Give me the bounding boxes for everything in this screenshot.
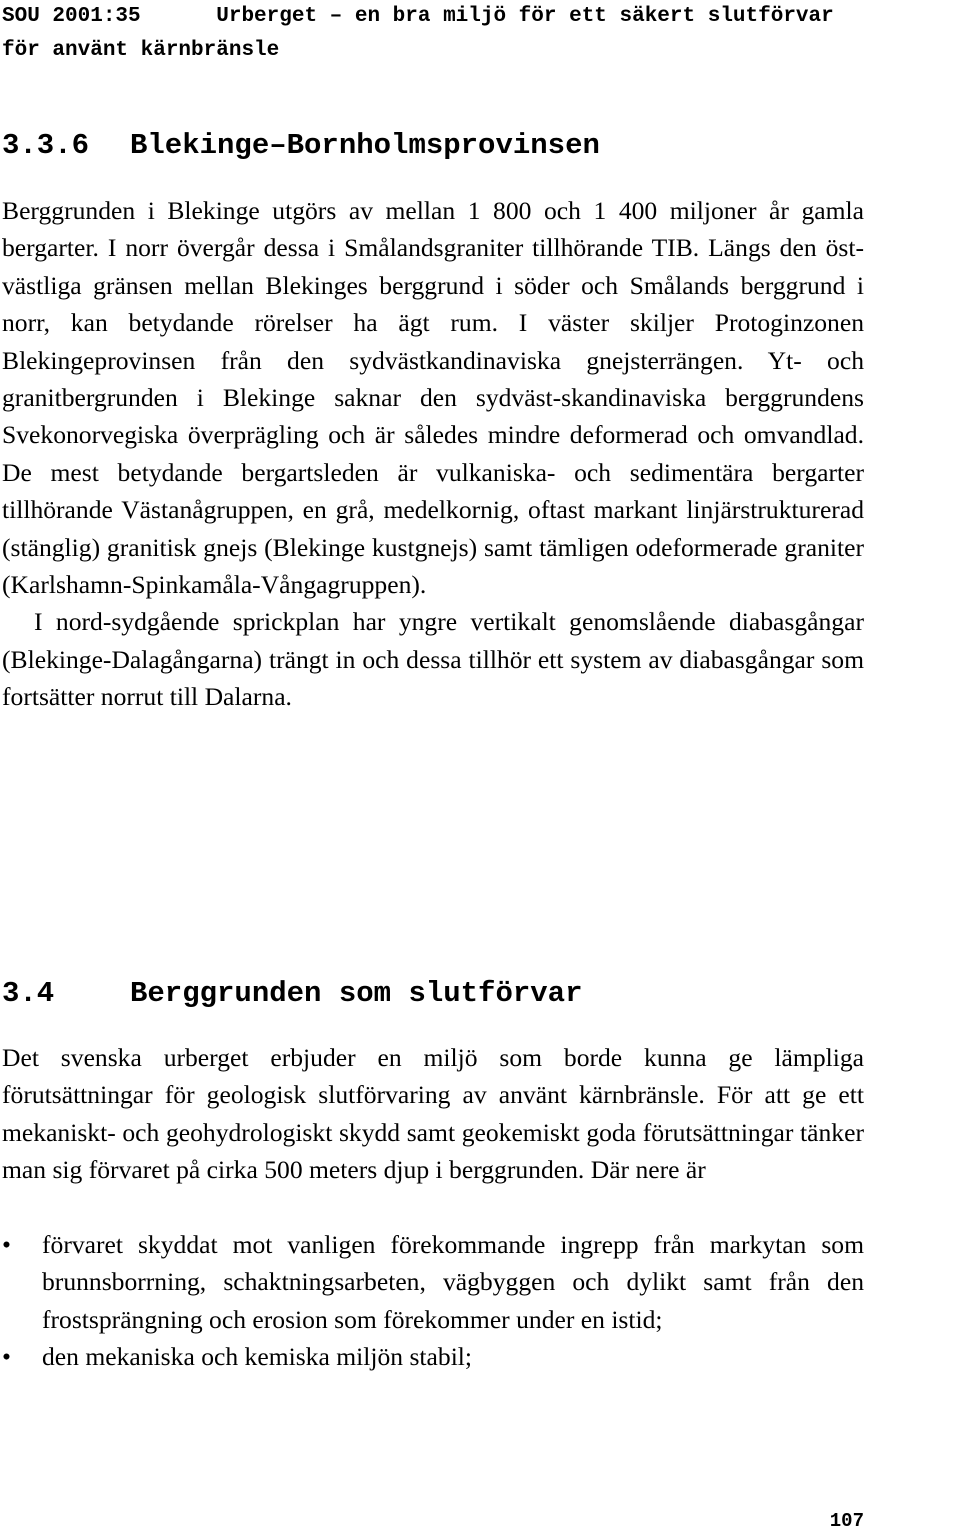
paragraph: Det svenska urberget erbjuder en miljö som borde kunna ge lämpliga förutsättningar för geologisk slutförvaring av använt kärnbränsle. För att ge ett mekaniskt- och geohydrologiskt skydd samt geokemiskt goda förutsättningar tänker man sig förvaret på cirka 500 meters djup i berggrunden. Där nere är	[2, 1043, 864, 1185]
running-head-line-2: för använt kärnbränsle	[2, 39, 280, 62]
section-heading-3-3-6	[2, 128, 600, 164]
page-number: 107	[829, 1510, 864, 1532]
paragraph: Berggrunden i Blekinge utgörs av mellan 1 800 och 1 400 miljoner år gamla bergarter. I norr övergår dessa i Smålandsgraniter tillhörande TIB. Längs den öst-västliga gränsen mellan Blekinges berggrund i söder och Smålands berggrund i norr, kan betydande rörelser ha ägt rum. I väster skiljer Protoginzonen Blekingeprovinsen från den sydvästkandinaviska gnejsterrängen. Yt- och granitbergrunden i Blekinge saknar den sydväst-skandinaviska berggrundens Svekonorvegiska överprägling och är således mindre deformerad och omvandlad. De mest betydande bergartsleden är vulkaniska- och sedimentära bergarter tillhörande Västanågruppen, en grå, medelkornig, oftast markant linjärstrukturerad (stänglig) granitisk gnejs (Blekinge kustgnejs) samt tämligen odeformerade graniter (Karlshamn-Spinkamåla-Vångagruppen).	[2, 196, 864, 600]
list-item-text: förvaret skyddat mot vanligen förekommande ingrepp från markytan som brunnsborrning, schaktningsarbeten, vägbyggen och dylikt samt från den frostsprängning och erosion som förekommer under en istid;	[42, 1230, 864, 1334]
running-head	[2, 0, 958, 68]
list-item-text: den mekaniska och kemiska miljön stabil;	[42, 1342, 473, 1372]
running-head-line-1: SOU 2001:35 Urberget – en bra miljö för ett säkert slutförvar	[2, 5, 834, 28]
section-3-3-6-body	[2, 192, 864, 716]
list-item	[2, 1338, 864, 1375]
section-heading-3-4	[2, 976, 582, 1012]
paragraph: I nord-sydgående sprickplan har yngre vertikalt genomslående diabasgångar (Blekinge-Dalagångarna) trängt in och dessa tillhör ett system av diabasgångar som fortsätter norrut till Dalarna.	[2, 607, 864, 712]
section-number: 3.3.6	[2, 129, 90, 162]
bullet-list	[2, 1226, 864, 1376]
section-title: Berggrunden som slutförvar	[130, 977, 583, 1010]
section-3-4-body	[2, 1039, 864, 1189]
bullet-icon: •	[2, 1342, 11, 1372]
section-title: Blekinge–Bornholmsprovinsen	[130, 129, 600, 162]
list-item	[2, 1226, 864, 1338]
section-number: 3.4	[2, 977, 55, 1010]
bullet-icon: •	[2, 1230, 11, 1259]
